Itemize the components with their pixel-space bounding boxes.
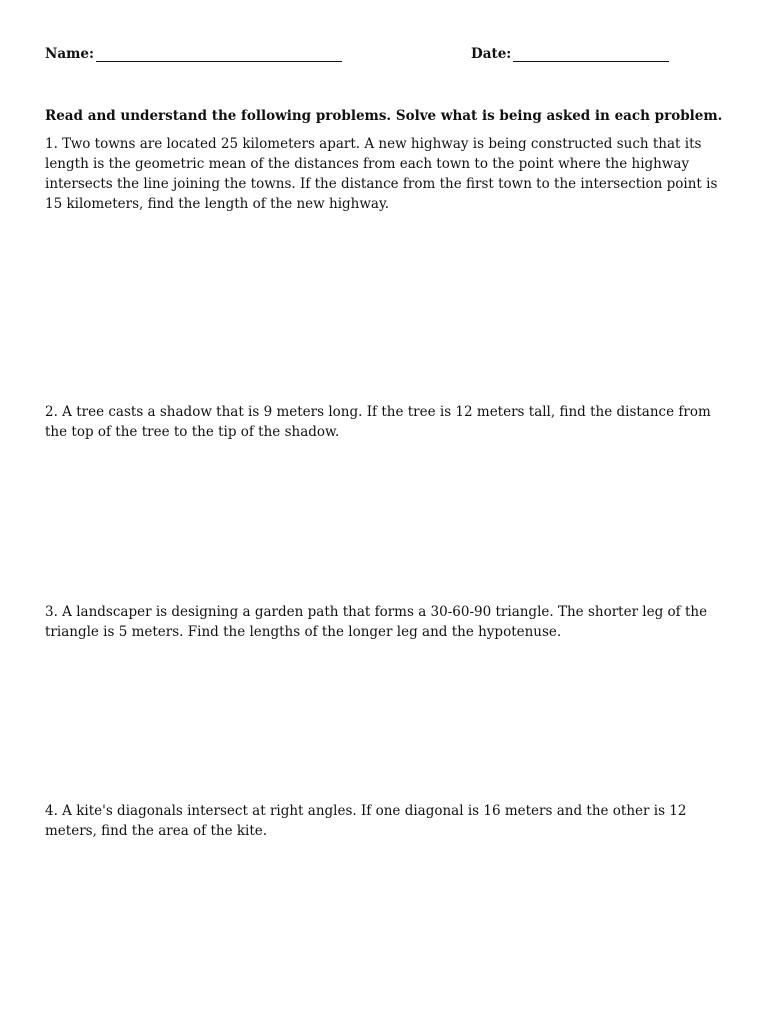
name-label: Name: xyxy=(45,46,94,62)
worksheet-header xyxy=(45,46,725,68)
date-label: Date: xyxy=(471,46,512,62)
date-blank-line xyxy=(513,46,669,62)
name-blank-line xyxy=(96,46,342,62)
name-field xyxy=(45,46,342,62)
problem-1: 1. Two towns are located 25 kilometers apart. A new highway is being constructed such that its length is the geometric mean of the distances from each town to the point where the highway intersects the line joining the towns. If the distance from the first town to the intersection point is 15 kilometers, find the length of the new highway. xyxy=(45,136,718,212)
problem-3: 3. A landscaper is designing a garden path that forms a 30-60-90 triangle. The shorter leg of the triangle is 5 meters. Find the lengths of the longer leg and the hypotenuse. xyxy=(45,604,708,640)
date-field xyxy=(471,46,669,62)
problem-2: 2. A tree casts a shadow that is 9 meters long. If the tree is 12 meters tall, find the distance from the top of the tree to the tip of the shadow. xyxy=(45,404,711,440)
problem-4: 4. A kite's diagonals intersect at right angles. If one diagonal is 16 meters and the other is 12 meters, find the area of the kite. xyxy=(45,803,687,839)
instructions: Read and understand the following problems. Solve what is being asked in each problem. xyxy=(45,108,723,124)
